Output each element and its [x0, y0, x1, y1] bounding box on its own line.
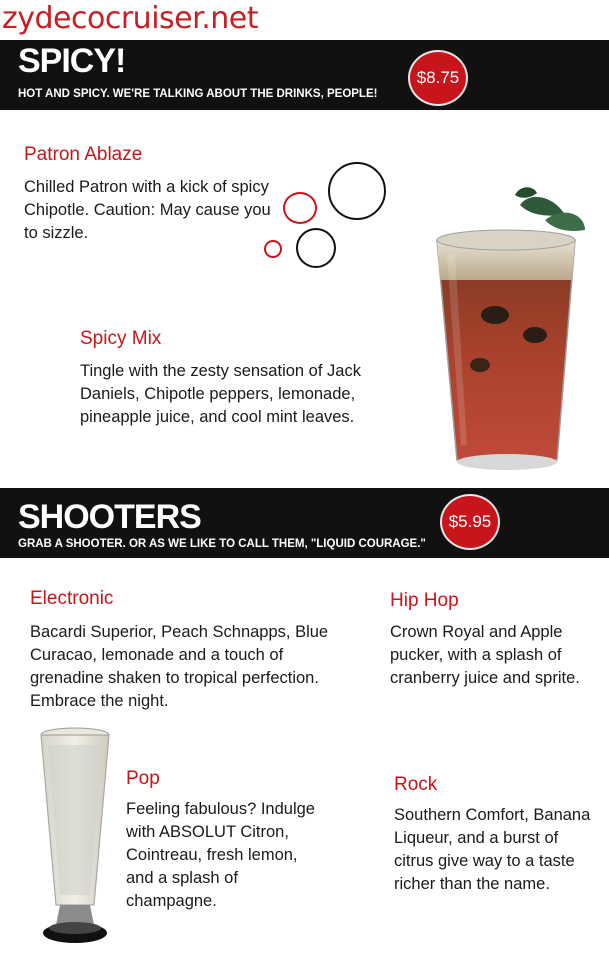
item-name-spicy-mix: Spicy Mix [80, 328, 162, 349]
pop-drink-image [30, 725, 120, 950]
shooters-header [0, 488, 609, 558]
item-name-rock: Rock [394, 774, 438, 795]
shooters-title: SHOOTERS [18, 498, 201, 536]
item-name-patron-ablaze: Patron Ablaze [24, 144, 143, 165]
item-desc-spicy-mix: Tingle with the zesty sensation of Jack Daniels, Chipotle peppers, lemonade, pineapple juice, and cool mint leaves. [80, 362, 361, 426]
bubble-decoration [328, 162, 386, 220]
item-desc-rock: Southern Comfort, Banana Liqueur, and a burst of citrus give way to a taste richer than the name. [394, 806, 591, 893]
watermark [0, 0, 609, 40]
item-name-pop: Pop [126, 768, 160, 789]
shooters-price-badge: $5.95 [440, 494, 500, 550]
bubble-decoration [264, 240, 282, 258]
item-desc-patron-ablaze: Chilled Patron with a kick of spicy Chipotle. Caution: May cause you to sizzle. [24, 178, 271, 242]
item-name-electronic: Electronic [30, 588, 114, 609]
spicy-header [0, 40, 609, 110]
item-desc-pop: Feeling fabulous? Indulge with ABSOLUT Citron, Cointreau, fresh lemon, and a splash of champagne. [126, 800, 315, 910]
spicy-drink-image [425, 185, 595, 485]
shooters-subtitle: GRAB A SHOOTER. OR AS WE LIKE TO CALL THEM, "LIQUID COURAGE." [18, 538, 426, 550]
bubble-decoration [296, 228, 336, 268]
bubble-decoration [283, 192, 317, 224]
spicy-price-badge: $8.75 [408, 50, 468, 106]
spicy-title: SPICY! [18, 42, 126, 80]
spicy-subtitle: HOT AND SPICY. WE'RE TALKING ABOUT THE DRINKS, PEOPLE! [18, 88, 378, 100]
watermark-text: zydecocruiser.net [2, 1, 258, 36]
item-desc-hip-hop: Crown Royal and Apple pucker, with a splash of cranberry juice and sprite. [390, 623, 580, 687]
item-name-hip-hop: Hip Hop [390, 590, 459, 611]
item-desc-electronic: Bacardi Superior, Peach Schnapps, Blue Curacao, lemonade and a touch of grenadine shaken to tropical perfection. Embrace the night. [30, 623, 329, 710]
